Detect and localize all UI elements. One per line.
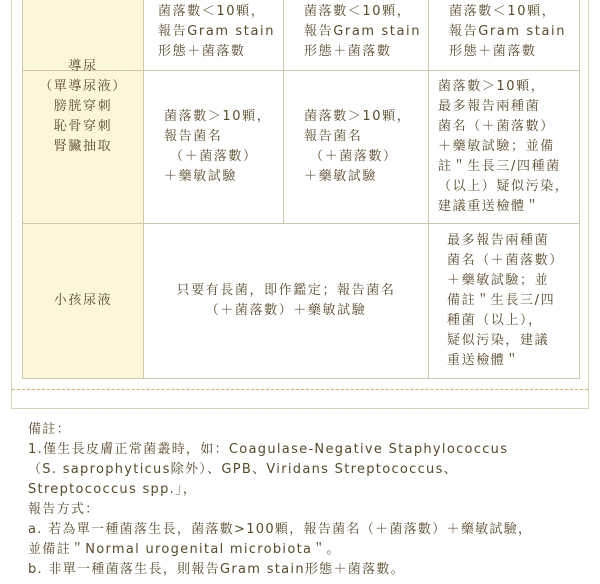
cell-line: 最多報告兩種菌 bbox=[438, 99, 541, 114]
cell-r2-c2 bbox=[144, 71, 284, 224]
cell-r3-merged bbox=[144, 224, 429, 379]
notes-line: 並備註＂Normal urogenital microbiota＂。 bbox=[28, 542, 341, 557]
cell-line: 報告菌名 bbox=[164, 129, 223, 144]
cell-line: （以上）疑似污染， bbox=[438, 179, 570, 194]
cell-r1-c4 bbox=[429, 0, 580, 71]
cell-line: ＋藥敏試驗 bbox=[304, 169, 378, 184]
row-header-line: 小孩尿液 bbox=[53, 293, 113, 308]
cell-line: 菌落數＜10顆， bbox=[304, 4, 412, 19]
culture-report-table bbox=[22, 0, 580, 379]
cell-line: 形態＋菌落數 bbox=[304, 44, 392, 59]
cell-line: 菌落數＞10顆， bbox=[164, 109, 272, 124]
row-header-line: 腎臟抽取 bbox=[53, 139, 113, 154]
cell-line: 菌名（＋菌落數） bbox=[447, 253, 564, 268]
cell-r1-c3 bbox=[284, 0, 429, 71]
cell-r3-c4 bbox=[429, 224, 580, 379]
cell-line: ＋藥敏試驗；並備 bbox=[438, 139, 555, 154]
cell-line: ＋藥敏試驗；並 bbox=[447, 273, 550, 288]
dashed-divider bbox=[12, 389, 588, 390]
notes-line: a. 若為單一種菌落生長，菌落數>100顆，報告菌名（＋菌落數）＋藥敏試驗， bbox=[28, 522, 533, 537]
cell-line: 菌落數＞10顆， bbox=[438, 79, 546, 94]
cell-line: 備註＂生長三/四 bbox=[447, 293, 556, 308]
notes-section bbox=[28, 420, 588, 580]
cell-line: 形態＋菌落數 bbox=[158, 44, 246, 59]
cell-r2-c3 bbox=[284, 71, 429, 224]
notes-line: （S. saprophyticus除外）、GPB、Viridans Streptococcus、 bbox=[28, 462, 458, 477]
notes-heading: 備註： bbox=[28, 422, 71, 437]
cell-line: 菌落數＜10顆， bbox=[449, 4, 557, 19]
table-row bbox=[23, 224, 580, 379]
cell-r2-c4 bbox=[429, 71, 580, 224]
cell-line: 種菌（以上）， bbox=[447, 313, 543, 328]
row-header-catheter bbox=[23, 59, 144, 224]
cell-line: 註＂生長三/四種菌 bbox=[438, 159, 561, 174]
table-row bbox=[23, 71, 580, 224]
cell-line: 菌落數＜10顆， bbox=[158, 4, 266, 19]
cell-r1-c2 bbox=[144, 0, 284, 71]
cell-line: 報告Gram stain bbox=[158, 24, 276, 39]
row-header-line: 恥骨穿刺 bbox=[53, 119, 113, 134]
notes-line: 1.僅生長皮膚正常菌叢時，如：Coagulase-Negative Staphylococcus bbox=[28, 442, 509, 457]
row-header-line: （單導尿液） bbox=[39, 79, 127, 94]
notes-line: Streptococcus spp.」， bbox=[28, 482, 198, 497]
notes-line: b. 非單一種菌落生長，則報告Gram stain形態＋菌落數。 bbox=[28, 562, 405, 577]
notes-line: 報告方式： bbox=[28, 502, 100, 517]
cell-line: （＋菌落數）＋藥敏試驗 bbox=[205, 303, 367, 318]
row-header-child-urine bbox=[23, 224, 144, 379]
cell-line: 菌名（＋菌落數） bbox=[438, 119, 555, 134]
row-header-line: 導尿 bbox=[68, 59, 98, 74]
cell-line: 報告Gram stain bbox=[304, 24, 422, 39]
cell-line: （＋菌落數） bbox=[310, 149, 398, 164]
cell-line: 最多報告兩種菌 bbox=[447, 233, 550, 248]
row-header-line: 膀胱穿刺 bbox=[53, 99, 113, 114]
cell-line: 建議重送檢體＂ bbox=[438, 199, 541, 214]
cell-line: ＋藥敏試驗 bbox=[164, 169, 238, 184]
cell-line: 報告菌名 bbox=[304, 129, 363, 144]
cell-line: （＋菌落數） bbox=[170, 149, 258, 164]
cell-line: 形態＋菌落數 bbox=[449, 44, 537, 59]
cell-line: 報告Gram stain bbox=[449, 24, 567, 39]
cell-line: 重送檢體＂ bbox=[447, 353, 521, 368]
cell-line: 疑似污染，建議 bbox=[447, 333, 550, 348]
cell-line: 只要有長菌，即作鑑定；報告菌名 bbox=[176, 283, 396, 298]
cell-line: 菌落數＞10顆， bbox=[304, 109, 412, 124]
